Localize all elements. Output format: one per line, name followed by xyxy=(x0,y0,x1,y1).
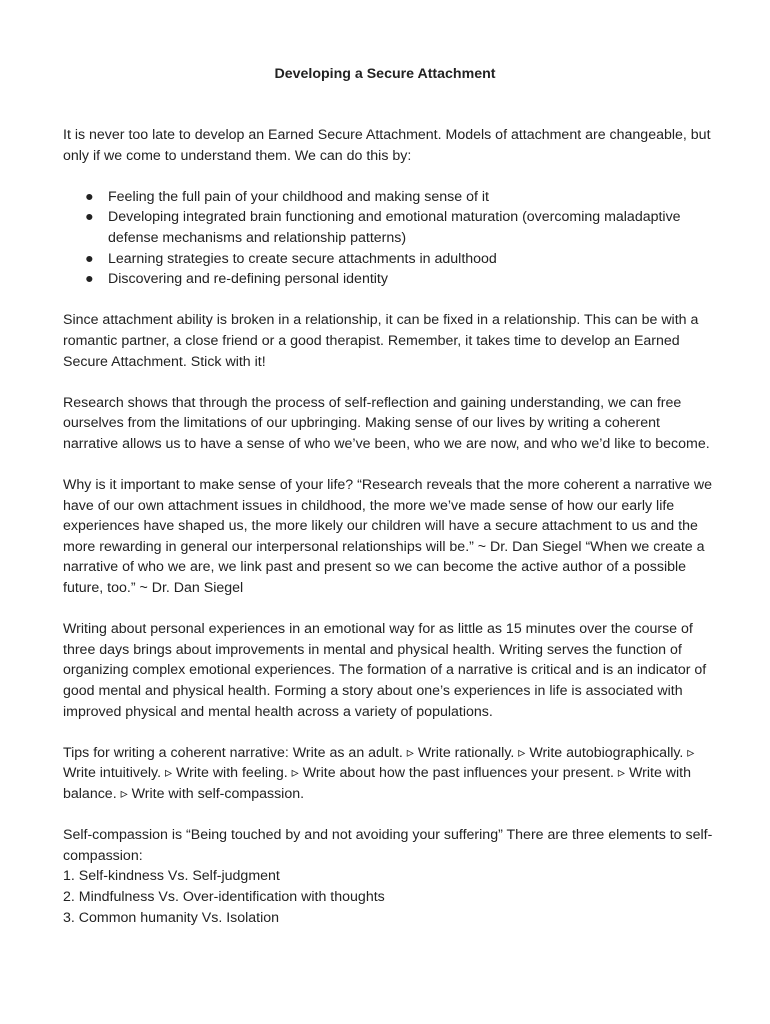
numbered-list xyxy=(63,866,713,928)
document-title: Developing a Secure Attachment xyxy=(274,66,496,82)
numbered-item: 2. Mindfulness Vs. Over-identification with thoughts xyxy=(63,888,385,905)
paragraph-writing: Writing about personal experiences in an emotional way for as little as 15 minutes over the course of three days brings about improvements in mental and physical health. Writing serves the function of organizing complex emotional experiences. The formation of a narrative is critical and is an indicator of good mental and physical health. Forming a story about one’s experiences in life is associated with improved physical and mental health across a variety of populations. xyxy=(63,621,707,720)
list-item: ● Learning strategies to create secure attachments in adulthood xyxy=(63,249,713,270)
paragraph-self-compassion: Self-compassion is “Being touched by and not avoiding your suffering” There are three elements to self-compassion: xyxy=(63,827,713,864)
document-body xyxy=(63,125,713,928)
bullet-list xyxy=(63,187,713,290)
bullet-icon: ● xyxy=(85,188,94,205)
list-item: ● Developing integrated brain functioning and emotional maturation (overcoming maladaptive defense mechanisms and relationship patterns) xyxy=(85,209,681,246)
intro-paragraph: It is never too late to develop an Earned Secure Attachment. Models of attachment are changeable, but only if we come to understand them. We can do this by: xyxy=(63,127,711,164)
bullet-icon: ● xyxy=(85,271,94,288)
numbered-item: 3. Common humanity Vs. Isolation xyxy=(63,909,280,926)
paragraph-research: Research shows that through the process of self-reflection and gaining understanding, we can free ourselves from the limitations of our upbringing. Making sense of our lives by writing a coherent narrative allows us to have a sense of who we’ve been, who we are now, and who we’d like to become. xyxy=(63,394,710,452)
list-item: ● Discovering and re-defining personal identity xyxy=(63,269,713,290)
paragraph-relationship: Since attachment ability is broken in a relationship, it can be fixed in a relationship. This can be with a romantic partner, a close friend or a good therapist. Remember, it takes time to develop an Earned Secure Attachment. Stick with it! xyxy=(63,312,699,370)
paragraph-why: Why is it important to make sense of your life? “Research reveals that the more coherent a narrative we have of our own attachment issues in childhood, the more we’ve made sense of how our early life experiences have shaped us, the more likely our children will have a secure attachment to us and the more rewarding in general our interpersonal relationships will be.” ~ Dr. Dan Siegel “When we create a narrative of who we are, we link past and present so we can become the active author of a possible future, too.” ~ Dr. Dan Siegel xyxy=(63,477,712,597)
bullet-icon: ● xyxy=(85,250,94,267)
paragraph-tips: Tips for writing a coherent narrative: Write as an adult. ▹ Write rationally. ▹ Write autobiographically. ▹ Write intuitively. ▹ Write with feeling. ▹ Write about how the past influences your present. ▹ Write with balance. ▹ Write with self-compassion. xyxy=(63,744,695,802)
numbered-item: 1. Self-kindness Vs. Self-judgment xyxy=(63,868,280,885)
list-item: ● Feeling the full pain of your childhood and making sense of it xyxy=(63,187,713,208)
bullet-icon: ● xyxy=(85,209,94,226)
